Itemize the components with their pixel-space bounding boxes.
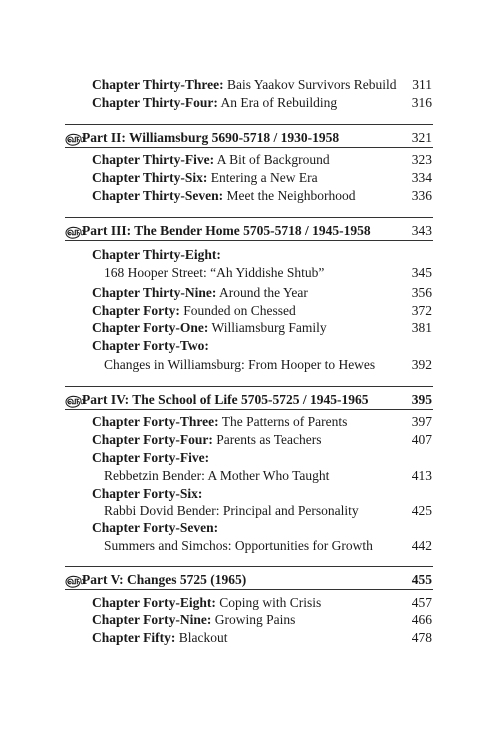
chapter-title: Growing Pains [211,612,296,627]
chapter-number: Chapter Forty: [92,303,180,318]
page-number: 323 [411,152,432,167]
page-number: 311 [412,77,432,92]
chapter-title: An Era of Rebuilding [217,95,338,110]
chapter-number: Chapter Thirty-Six: [92,170,208,185]
page-number: 413 [411,468,432,483]
page-number: 321 [411,130,432,145]
page-number: 381 [411,320,432,335]
page-number: 442 [411,538,432,553]
toc-entry-chapter-38-title [0,263,500,283]
chapter-title: Meet the Neighborhood [223,188,356,203]
toc-entry-chapter-50 [0,628,500,648]
page-number: 425 [411,503,432,518]
ornament-icon: ௵ [65,395,85,407]
ornament-icon: ௵ [65,133,85,145]
chapter-title: Williamsburg Family [208,320,327,335]
ornament-icon: ௵ [65,226,85,238]
toc-entry-chapter-47 [0,518,500,538]
toc-entry-chapter-35 [0,150,500,170]
chapter-title: Around the Year [216,285,308,300]
toc-entry-chapter-41 [0,318,500,338]
part-title: Part IV: The School of Life 5705-5725 / 1945-1965 [82,392,369,407]
section-divider [65,240,433,241]
toc-entry-chapter-38 [0,245,500,265]
page-number: 457 [411,595,432,610]
chapter-title: Coping with Crisis [215,595,322,610]
toc-entry-chapter-36 [0,168,500,188]
chapter-title: A Bit of Background [214,152,330,167]
page-number: 316 [411,95,432,110]
chapter-title: Parents as Teachers [212,432,322,447]
chapter-number: Chapter Forty-Three: [92,414,219,429]
page-number: 455 [411,572,432,587]
page-number: 372 [411,303,432,318]
chapter-number: Chapter Forty-Five: [92,450,210,465]
chapter-number: Chapter Forty-One: [92,320,209,335]
toc-entry-chapter-49 [0,610,500,630]
chapter-title: Founded on Chessed [179,303,296,318]
chapter-title: 168 Hooper Street: “Ah Yiddishe Shtub” [104,265,325,280]
chapter-title: Rabbi Dovid Bender: Principal and Personality [104,503,359,518]
toc-entry-chapter-45-title [0,466,500,486]
part-title: Part V: Changes 5725 (1965) [82,572,247,587]
toc-entry-chapter-45 [0,448,500,468]
chapter-number: Chapter Forty-Two: [92,338,209,353]
chapter-number: Chapter Thirty-Eight: [92,247,221,262]
toc-entry-part-5 [0,570,500,590]
chapter-title: Bais Yaakov Survivors Rebuild [223,77,397,92]
section-divider [65,147,433,148]
toc-entry-part-4 [0,390,500,410]
chapter-title: Entering a New Era [207,170,318,185]
toc-entry-chapter-39 [0,283,500,303]
page-number: 356 [411,285,432,300]
chapter-title: Rebbetzin Bender: A Mother Who Taught [104,468,330,483]
chapter-title: Summers and Simchos: Opportunities for Growth [104,538,373,553]
toc-entry-chapter-44 [0,430,500,450]
chapter-number: Chapter Thirty-Three: [92,77,224,92]
chapter-number: Chapter Thirty-Four: [92,95,218,110]
chapter-title: Blackout [175,630,228,645]
toc-entry-chapter-43 [0,412,500,432]
toc-entry-chapter-47-title [0,536,500,556]
toc-entry-chapter-42 [0,336,500,356]
section-divider [65,566,433,567]
chapter-number: Chapter Thirty-Seven: [92,188,224,203]
page-number: 334 [411,170,432,185]
chapter-number: Chapter Forty-Eight: [92,595,216,610]
page-number: 478 [411,630,432,645]
page-number: 345 [411,265,432,280]
page-number: 466 [411,612,432,627]
chapter-number: Chapter Forty-Six: [92,486,203,501]
page-number: 395 [411,392,432,407]
chapter-number: Chapter Forty-Seven: [92,520,219,535]
part-title: Part III: The Bender Home 5705-5718 / 1945-1958 [82,223,371,238]
toc-entry-chapter-34 [0,93,500,113]
section-divider [65,589,433,590]
page-number: 397 [411,414,432,429]
toc-entry-chapter-37 [0,186,500,206]
toc-entry-chapter-33 [0,75,500,95]
toc-entry-part-3 [0,221,500,241]
chapter-number: Chapter Thirty-Nine: [92,285,217,300]
part-title: Part II: Williamsburg 5690-5718 / 1930-1958 [82,130,340,145]
ornament-icon: ௵ [65,575,85,587]
page-number: 343 [411,223,432,238]
chapter-title: The Patterns of Parents [218,414,348,429]
chapter-number: Chapter Forty-Four: [92,432,213,447]
page-number: 336 [411,188,432,203]
chapter-title: Changes in Williamsburg: From Hooper to Hewes [104,357,376,372]
toc-entry-part-2 [0,128,500,148]
page-number: 392 [411,357,432,372]
chapter-number: Chapter Fifty: [92,630,176,645]
chapter-number: Chapter Thirty-Five: [92,152,215,167]
chapter-number: Chapter Forty-Nine: [92,612,212,627]
toc-entry-chapter-42-title [0,355,500,375]
section-divider [65,409,433,410]
section-divider [65,386,433,387]
page-number: 407 [411,432,432,447]
section-divider [65,217,433,218]
section-divider [65,124,433,125]
